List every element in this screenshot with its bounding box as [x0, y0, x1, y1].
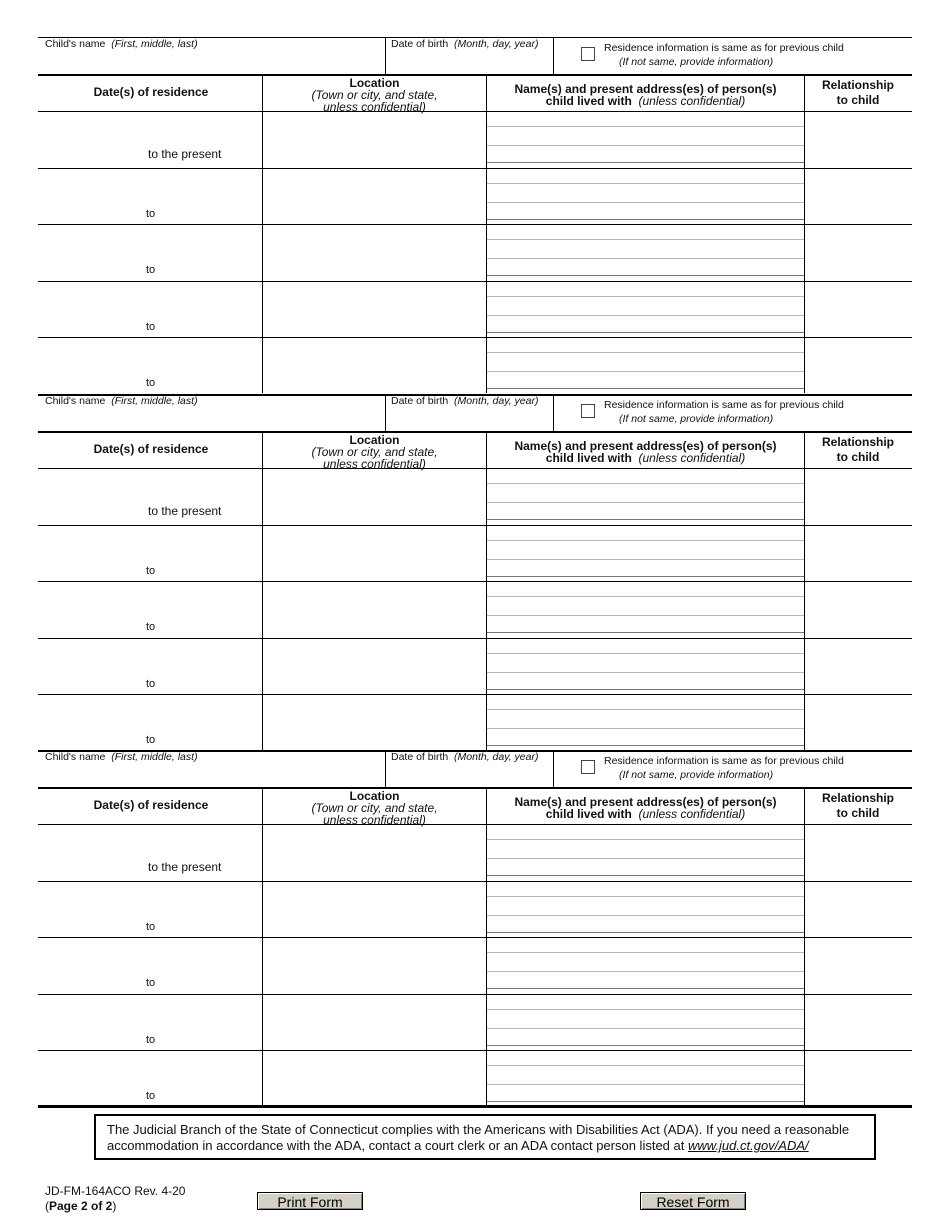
- address-line[interactable]: [487, 858, 804, 859]
- address-line[interactable]: [487, 745, 804, 746]
- address-line[interactable]: [487, 1084, 804, 1085]
- child-name-field[interactable]: Child's name (First, middle, last): [45, 751, 198, 763]
- row-date-label: to: [146, 977, 156, 989]
- address-line[interactable]: [487, 1065, 804, 1066]
- col-relationship-header: Relationship to child: [821, 791, 894, 820]
- same-as-previous-checkbox[interactable]: [581, 760, 595, 774]
- form-id: JD-FM-164ACO Rev. 4-20: [45, 1184, 186, 1198]
- address-line[interactable]: [487, 576, 804, 577]
- col-relationship-header: Relationship to child: [821, 435, 894, 464]
- divider: [385, 750, 386, 787]
- address-line[interactable]: [487, 202, 804, 203]
- address-line[interactable]: [487, 388, 804, 389]
- row-date-label: to the present: [148, 147, 222, 161]
- address-line[interactable]: [487, 689, 804, 690]
- address-line[interactable]: [487, 1028, 804, 1029]
- same-as-previous-hint: (If not same, provide information): [619, 769, 774, 781]
- residence-row[interactable]: [38, 638, 912, 695]
- same-as-previous-hint: (If not same, provide information): [619, 413, 774, 425]
- row-date-label: to: [146, 377, 156, 389]
- col-dates-header: Date(s) of residence: [93, 442, 209, 456]
- date-of-birth-field[interactable]: Date of birth (Month, day, year): [391, 751, 539, 763]
- address-line[interactable]: [487, 1101, 804, 1102]
- residence-row[interactable]: [38, 994, 912, 1051]
- address-line[interactable]: [487, 162, 804, 163]
- residence-row[interactable]: [38, 224, 912, 281]
- ada-link[interactable]: www.jud.ct.gov/ADA/: [687, 1138, 809, 1153]
- row-date-label: to: [146, 1033, 156, 1046]
- header-top-border: [38, 787, 912, 789]
- ada-notice: [94, 1114, 876, 1160]
- address-line[interactable]: [487, 839, 804, 840]
- same-as-previous-label: Residence information is same as for previous child: [604, 399, 844, 411]
- address-line[interactable]: [487, 352, 804, 353]
- row-date-label: to: [146, 320, 156, 333]
- divider: [385, 394, 386, 431]
- divider: [385, 37, 386, 74]
- address-line[interactable]: [487, 483, 804, 484]
- address-line[interactable]: [487, 952, 804, 953]
- row-date-label: to: [146, 207, 156, 220]
- row-date-label: to: [146, 564, 156, 577]
- row-date-label: to: [146, 1090, 156, 1102]
- row-date-label: to the present: [148, 860, 222, 874]
- residence-row[interactable]: [38, 581, 912, 638]
- address-line[interactable]: [487, 183, 804, 184]
- address-line[interactable]: [487, 709, 804, 710]
- col-names-header: Name(s) and present address(es) of person(s) child lived with (unless confidential): [514, 795, 777, 821]
- address-line[interactable]: [487, 258, 804, 259]
- row-date-label: to: [146, 621, 156, 633]
- header-top-border: [38, 431, 912, 433]
- residence-row[interactable]: [38, 694, 912, 751]
- residence-row[interactable]: [38, 281, 912, 338]
- col-dates-header: Date(s) of residence: [93, 85, 209, 99]
- address-line[interactable]: [487, 540, 804, 541]
- address-line[interactable]: [487, 728, 804, 729]
- same-as-previous-checkbox[interactable]: [581, 47, 595, 61]
- residence-row[interactable]: [38, 168, 912, 225]
- address-line[interactable]: [487, 219, 804, 220]
- residence-row[interactable]: [38, 1050, 912, 1107]
- address-line[interactable]: [487, 632, 804, 633]
- col-names-header: Name(s) and present address(es) of person(s) child lived with (unless confidential): [514, 82, 777, 108]
- address-line[interactable]: [487, 596, 804, 597]
- address-line[interactable]: [487, 672, 804, 673]
- col-relationship-header: Relationship to child: [821, 78, 894, 107]
- address-line[interactable]: [487, 126, 804, 127]
- child-name-field[interactable]: Child's name (First, middle, last): [45, 395, 198, 407]
- table-bottom-border: [38, 1105, 912, 1107]
- col-dates-header: Date(s) of residence: [93, 798, 209, 812]
- residence-row[interactable]: [38, 937, 912, 994]
- same-as-previous-hint: (If not same, provide information): [619, 56, 774, 68]
- address-line[interactable]: [487, 315, 804, 316]
- col-location-header: Location (Town or city, and state, unless confidential): [311, 433, 438, 471]
- address-line[interactable]: [487, 932, 804, 933]
- address-line[interactable]: [487, 519, 804, 520]
- page-number: (Page 2 of 2): [45, 1199, 117, 1213]
- divider: [553, 37, 554, 74]
- address-line[interactable]: [487, 239, 804, 240]
- divider: [553, 750, 554, 787]
- row-date-label: to: [146, 264, 156, 276]
- header-top-border: [38, 74, 912, 76]
- date-of-birth-field[interactable]: Date of birth (Month, day, year): [391, 395, 539, 407]
- address-line[interactable]: [487, 332, 804, 333]
- address-line[interactable]: [487, 559, 804, 560]
- address-line[interactable]: [487, 275, 804, 276]
- col-location-header: Location (Town or city, and state, unless confidential): [311, 789, 438, 827]
- residence-row[interactable]: [38, 525, 912, 582]
- address-line[interactable]: [487, 971, 804, 972]
- child-name-field[interactable]: Child's name (First, middle, last): [45, 38, 198, 50]
- address-line[interactable]: [487, 502, 804, 503]
- col-location-header: Location (Town or city, and state, unless confidential): [311, 76, 438, 114]
- row-date-label: to: [146, 677, 156, 690]
- col-names-header: Name(s) and present address(es) of person(s) child lived with (unless confidential): [514, 439, 777, 465]
- row-date-label: to the present: [148, 504, 222, 518]
- address-line[interactable]: [487, 145, 804, 146]
- address-line[interactable]: [487, 988, 804, 989]
- row-date-label: to: [146, 734, 156, 746]
- same-as-previous-checkbox[interactable]: [581, 404, 595, 418]
- address-line[interactable]: [487, 653, 804, 654]
- residence-row[interactable]: [38, 337, 912, 394]
- address-line[interactable]: [487, 915, 804, 916]
- address-line[interactable]: [487, 1045, 804, 1046]
- same-as-previous-label: Residence information is same as for previous child: [604, 755, 844, 767]
- print-form-button[interactable]: Print Form: [257, 1192, 363, 1210]
- reset-form-button[interactable]: Reset Form: [640, 1192, 746, 1210]
- row-date-label: to: [146, 920, 156, 933]
- ada-text: The Judicial Branch of the State of Connecticut complies with the Americans with Disabilities Act (ADA). If you need a reasonable accommodation in accordance with the ADA, contact a court clerk or an ADA contact person listed at: [107, 1122, 850, 1153]
- residence-row[interactable]: [38, 881, 912, 938]
- date-of-birth-field[interactable]: Date of birth (Month, day, year): [391, 38, 539, 50]
- address-line[interactable]: [487, 371, 804, 372]
- address-line[interactable]: [487, 896, 804, 897]
- divider: [553, 394, 554, 431]
- same-as-previous-label: Residence information is same as for previous child: [604, 42, 844, 54]
- address-line[interactable]: [487, 615, 804, 616]
- address-line[interactable]: [487, 875, 804, 876]
- address-line[interactable]: [487, 1009, 804, 1010]
- address-line[interactable]: [487, 296, 804, 297]
